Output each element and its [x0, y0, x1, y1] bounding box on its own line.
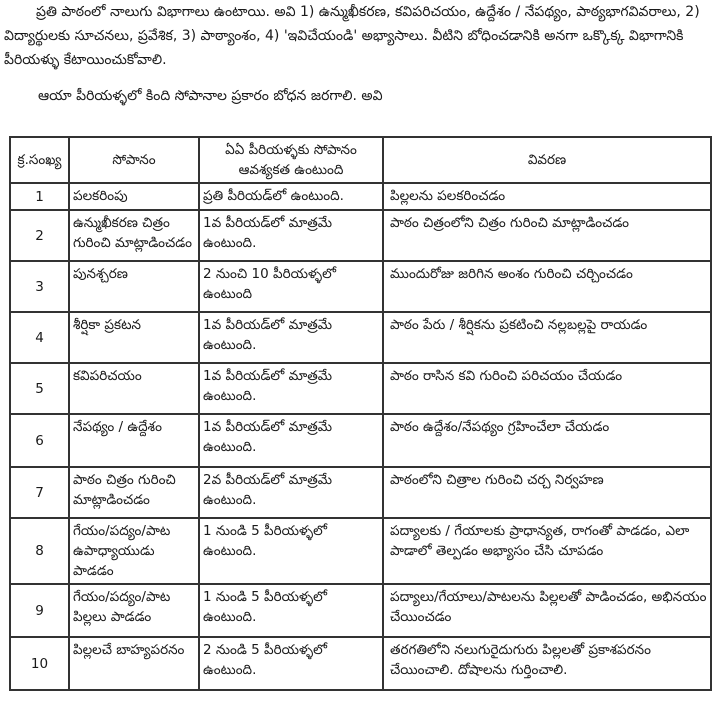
row-step: గేయం/పద్యం/పాట ఉపాధ్యాయుడు పాడడం: [69, 518, 199, 584]
table-row: [10, 518, 711, 584]
row-step: నేపథ్యం / ఉద్దేశం: [69, 414, 199, 467]
row-number: 10: [10, 637, 69, 690]
table-row: [10, 584, 711, 637]
row-periods: 2 నుండి 5 పీరియళ్ళలో ఉంటుంది.: [199, 637, 383, 690]
row-periods: ప్రతి పీరియడ్‌లో ఉంటుంది.: [199, 183, 383, 210]
table-row: [10, 261, 711, 312]
row-number: 9: [10, 584, 69, 637]
teaching-steps-table: [9, 136, 712, 691]
row-step: పలకరింపు: [69, 183, 199, 210]
row-details: పద్యాలకు / గేయాలకు ప్రాధాన్యత, రాగంతో పాడడం, ఎలా పాడాలో తెల్పడం అభ్యాసం చేసి చూపడం: [383, 518, 711, 584]
table-row: [10, 637, 711, 690]
table-row: [10, 363, 711, 414]
row-number: 4: [10, 312, 69, 363]
row-periods: 1వ పీరియడ్‌లో మాత్రమే ఉంటుంది.: [199, 312, 383, 363]
table-header-row: [10, 137, 711, 183]
row-step: శీర్షికా ప్రకటన: [69, 312, 199, 363]
row-details: పాఠం పేరు / శీర్షికను ప్రకటించి నల్లబల్లపై రాయడం: [383, 312, 711, 363]
row-details: ముందురోజు జరిగిన అంశం గురించి చర్చించడం: [383, 261, 711, 312]
header-periods: ఏఏ పీరియళ్ళకు సోపానం ఆవశ్యకత ఉంటుంది: [199, 137, 383, 183]
row-step: గేయం/పద్యం/పాట పిల్లలు పాడడం: [69, 584, 199, 637]
header-step: సోపానం: [69, 137, 199, 183]
row-periods: 2వ పీరియడ్‌లో మాత్రమే ఉంటుంది.: [199, 467, 383, 518]
header-serial: క్ర.సంఖ్య: [10, 137, 69, 183]
row-details: పాఠం ఉద్దేశం/నేపథ్యం గ్రహించేలా చేయడం: [383, 414, 711, 467]
row-number: 8: [10, 518, 69, 584]
table-row: [10, 210, 711, 261]
row-periods: 1 నుండి 5 పీరియళ్ళలో ఉంటుంది.: [199, 584, 383, 637]
table-row: [10, 183, 711, 210]
table-row: [10, 467, 711, 518]
row-details: పాఠం చిత్రంలోని చిత్రం గురించి మాట్లాడించడం: [383, 210, 711, 261]
row-periods: 1వ పీరియడ్‌లో మాత్రమే ఉంటుంది.: [199, 414, 383, 467]
row-number: 2: [10, 210, 69, 261]
table-row: [10, 414, 711, 467]
row-details: పాఠం రాసిన కవి గురించి పరిచయం చేయడం: [383, 363, 711, 414]
row-step: ఉన్ముఖీకరణ చిత్రం గురించి మాట్లాడించడం: [69, 210, 199, 261]
row-periods: 1వ పీరియడ్‌లో మాత్రమే ఉంటుంది.: [199, 210, 383, 261]
row-details: తరగతిలోని నలుగురైదుగురు పిల్లలతో ప్రకాశపరనం చేయించాలి. దోషాలను గుర్తించాలి.: [383, 637, 711, 690]
row-details: పిల్లలను పలకరించడం: [383, 183, 711, 210]
intro-paragraph-1: ప్రతి పాఠంలో నాలుగు విభాగాలు ఉంటాయి. అవి 1) ఉన్ముఖీకరణ, కవిపరిచయం, ఉద్దేశం / నేపథ్యం, పాఠ్యభాగవివరాలు, 2) విద్యార్థులకు సూచనలు, ప్రవేశిక, 3) పాఠ్యాంశం, 4) 'ఇవిచేయండి' అభ్యాసాలు. వీటిని బోధించడానికి అనగా ఒక్కొక్క విభాగానికి పీరియళ్ళు కేటాయించుకోవాలి.: [4, 4, 700, 68]
intro-paragraph-2: ఆయా పీరియళ్ళలో కింది సోపానాల ప్రకారం బోధన జరగాలి. అవి: [38, 88, 383, 104]
row-number: 6: [10, 414, 69, 467]
row-number: 1: [10, 183, 69, 210]
row-step: పాఠం చిత్రం గురించి మాట్లాడించడం: [69, 467, 199, 518]
intro-text: [4, 0, 718, 108]
header-details: వివరణ: [383, 137, 711, 183]
row-number: 5: [10, 363, 69, 414]
row-step: పిల్లలచే బాహ్యపరనం: [69, 637, 199, 690]
row-details: పాఠంలోని చిత్రాల గురించి చర్చ నిర్వహణ: [383, 467, 711, 518]
row-step: పునశ్చరణ: [69, 261, 199, 312]
row-number: 3: [10, 261, 69, 312]
row-number: 7: [10, 467, 69, 518]
row-details: పద్యాలు/గేయాలు/పాటలను పిల్లలతో పాడించడం, అభినయం చేయించడం: [383, 584, 711, 637]
row-periods: 1వ పీరియడ్‌లో మాత్రమే ఉంటుంది.: [199, 363, 383, 414]
row-step: కవిపరిచయం: [69, 363, 199, 414]
row-periods: 2 నుంచి 10 పీరియళ్ళలో ఉంటుంది: [199, 261, 383, 312]
row-periods: 1 నుండి 5 పీరియళ్ళలో ఉంటుంది.: [199, 518, 383, 584]
table-row: [10, 312, 711, 363]
